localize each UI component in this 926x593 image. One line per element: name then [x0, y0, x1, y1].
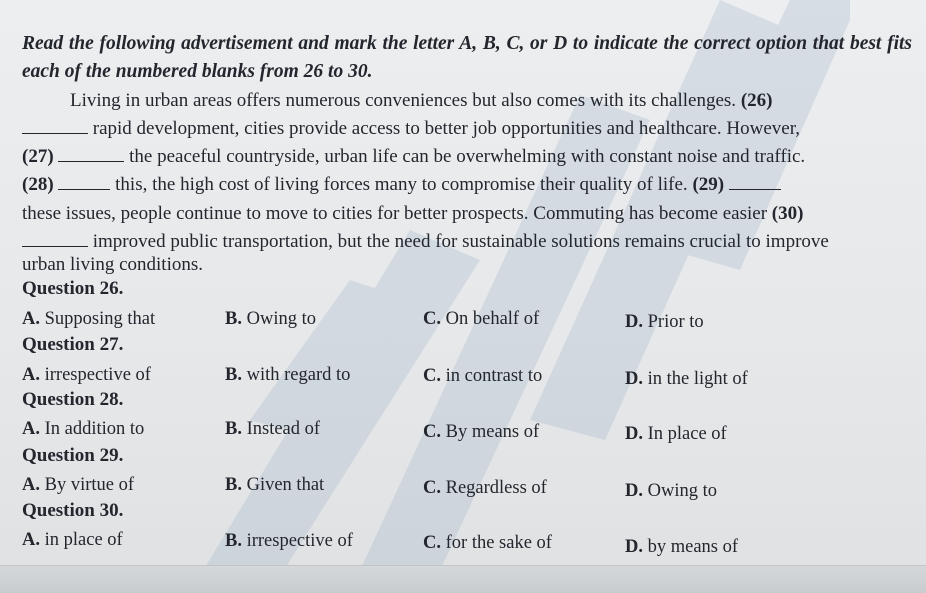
q30-option-d[interactable]: D. by means of — [625, 537, 739, 557]
question-26-title: Question 26. — [22, 278, 124, 299]
q27-option-b[interactable]: B. with regard to — [225, 365, 351, 385]
passage-text: the peaceful countryside, urban life can be overwhelming with constant noise and traffic. — [129, 146, 806, 167]
q26-option-d[interactable]: D. Prior to — [625, 312, 704, 332]
passage-text: these issues, people continue to move to cities for better prospects. Commuting has become easier — [22, 203, 768, 224]
passage-line-5 — [22, 202, 803, 226]
blank-number-28: (28) — [22, 174, 54, 195]
q26-option-b[interactable]: B. Owing to — [225, 309, 316, 329]
passage-text: this, the high cost of living forces many to compromise their quality of life. — [115, 174, 688, 195]
q30-option-a[interactable]: A. in place of — [22, 530, 123, 550]
q28-option-b[interactable]: B. Instead of — [225, 419, 321, 439]
q28-option-d[interactable]: D. In place of — [625, 424, 727, 444]
blank-number-30: (30) — [771, 203, 804, 224]
instructions: Read the following advertisement and mark the letter A, B, C, or D to indicate the correct option that best fits each of the numbered blanks from 26 to 30. — [22, 33, 912, 82]
question-30-title: Question 30. — [22, 500, 124, 521]
blank-29 — [729, 174, 781, 190]
passage-line-2 — [22, 117, 800, 141]
question-27-title: Question 27. — [22, 334, 124, 355]
passage-line-6 — [22, 230, 829, 254]
question-29-title: Question 29. — [22, 445, 124, 466]
question-28-title: Question 28. — [22, 389, 124, 410]
blank-28 — [58, 174, 110, 190]
blank-number-27: (27) — [22, 146, 54, 167]
q28-option-a[interactable]: A. In addition to — [22, 419, 145, 439]
q29-option-b[interactable]: B. Given that — [225, 475, 325, 495]
blank-number-26: (26) — [740, 90, 773, 111]
passage-line-4 — [22, 173, 781, 197]
q27-option-d[interactable]: D. in the light of — [625, 369, 748, 389]
q29-option-c[interactable]: C. Regardless of — [423, 478, 547, 498]
blank-30 — [22, 231, 88, 247]
passage-text: improved public transportation, but the need for sustainable solutions remains crucial to improve — [92, 231, 829, 252]
q30-option-c[interactable]: C. for the sake of — [423, 533, 552, 553]
passage-text: Living in urban areas offers numerous conveniences but also comes with its challenges. — [70, 90, 737, 111]
q27-option-c[interactable]: C. in contrast to — [423, 366, 543, 386]
q29-option-d[interactable]: D. Owing to — [625, 481, 717, 501]
page-bottom-edge — [0, 565, 926, 593]
passage-line-1 — [70, 89, 772, 113]
passage-text: urban living conditions. — [22, 254, 204, 275]
q29-option-a[interactable]: A. By virtue of — [22, 475, 135, 495]
passage-line-7 — [22, 253, 203, 277]
passage-text: rapid development, cities provide access to better job opportunities and healthcare. However, — [92, 118, 801, 139]
blank-27 — [58, 146, 124, 162]
q30-option-b[interactable]: B. irrespective of — [225, 531, 353, 551]
q26-option-c[interactable]: C. On behalf of — [423, 309, 540, 329]
blank-number-29: (29) — [692, 174, 725, 195]
passage-line-3 — [22, 145, 805, 169]
q26-option-a[interactable]: A. Supposing that — [22, 309, 156, 329]
q27-option-a[interactable]: A. irrespective of — [22, 365, 151, 385]
blank-26 — [22, 118, 88, 134]
q28-option-c[interactable]: C. By means of — [423, 422, 540, 442]
